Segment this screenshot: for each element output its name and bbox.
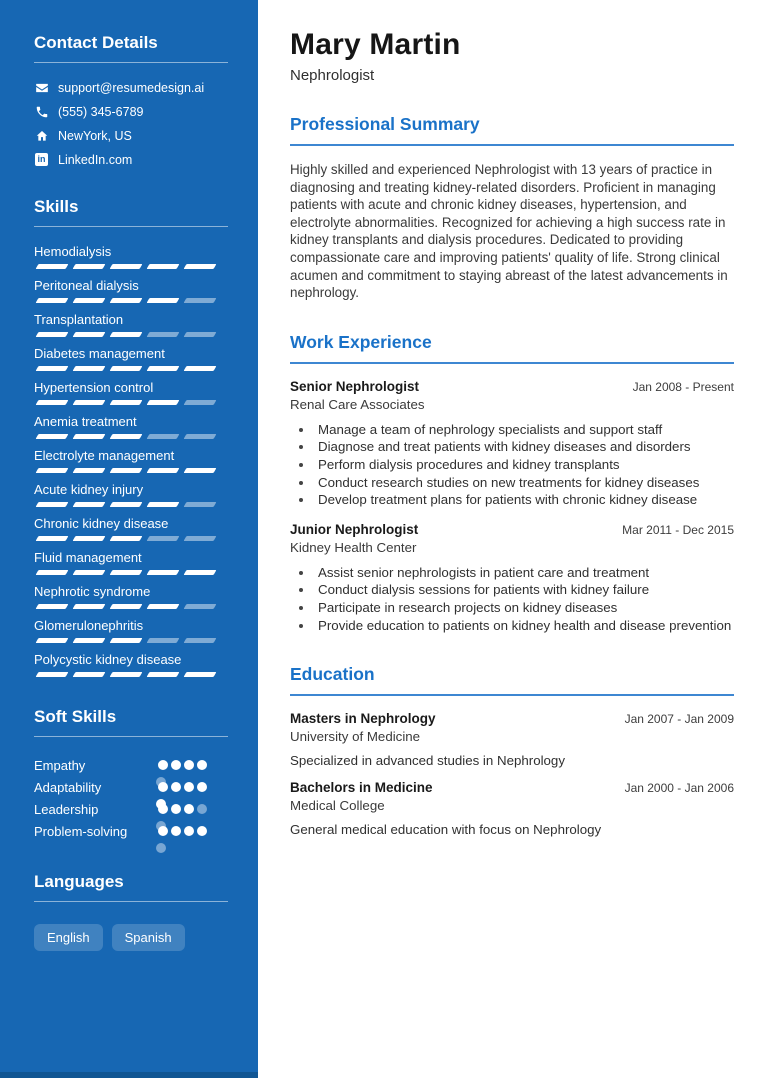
soft-skills-section: [34, 707, 228, 842]
contact-heading: Contact Details: [34, 33, 228, 63]
language-chip: Spanish: [112, 924, 185, 951]
skill-item: [34, 278, 228, 303]
skill-bar-segment: [110, 298, 143, 303]
degrees-list: [290, 711, 734, 837]
skill-bar-segment: [36, 502, 69, 507]
skill-item: [34, 312, 228, 337]
skill-bar-segment: [184, 604, 217, 609]
job-bullet: • Conduct dialysis sessions for patients with kidney failure: [314, 581, 734, 599]
job-entry: [290, 379, 734, 509]
contact-item[interactable]: [34, 104, 228, 119]
skill-bar-segment: [184, 434, 217, 439]
skill-bar-segment: [184, 570, 217, 575]
skill-bar-segment: [147, 672, 180, 677]
skill-bar-segment: [147, 570, 180, 575]
skill-bar-segment: [147, 434, 180, 439]
soft-skill-item: [34, 776, 228, 798]
rating-dot: [197, 826, 207, 836]
skill-bar-segment: [147, 536, 180, 541]
skill-bar-segment: [73, 502, 106, 507]
skill-bar-segment: [184, 536, 217, 541]
skill-bar-segment: [110, 502, 143, 507]
skill-label: Electrolyte management: [34, 448, 175, 463]
skill-bar-segment: [184, 638, 217, 643]
skill-bar-segment: [184, 366, 217, 371]
degree-description: General medical education with focus on Nephrology: [290, 822, 602, 838]
experience-heading: Work Experience: [290, 332, 734, 364]
skill-label: Fluid management: [34, 550, 142, 565]
sidebar: [0, 0, 258, 1078]
skill-bar-segment: [36, 672, 69, 677]
skill-bar: [34, 604, 228, 609]
summary-heading: Professional Summary: [290, 114, 734, 146]
skill-bar-segment: [36, 264, 69, 269]
summary-text: Highly skilled and experienced Nephrologist with 13 years of practice in diagnosing and treating kidney-related disorders. Proficient in managing patients with acute and chronic kidney diseases, hypertension, and electrolyte abnormalities. Recognized for achieving a high success rate in kidney transplants and dialysis procedures. Dedicated to providing compassionate care and improving patients' quality of life. Strong clinical acumen and commitment to staying abreast of the latest advancements in nephrology.: [290, 162, 728, 301]
home-icon: [34, 128, 49, 143]
skill-bar-segment: [147, 264, 180, 269]
jobs-list: [290, 379, 734, 634]
job-company: Kidney Health Center: [290, 539, 417, 555]
languages-list: [34, 924, 228, 951]
skill-bar-segment: [36, 298, 69, 303]
skill-bar-segment: [147, 298, 180, 303]
skill-item: [34, 618, 228, 643]
skill-label: Polycystic kidney disease: [34, 652, 182, 667]
rating-dot: [158, 804, 168, 814]
skill-bar-segment: [36, 638, 69, 643]
degree-dates: Jan 2000 - Jan 2006: [624, 781, 734, 796]
skill-bar-segment: [110, 638, 143, 643]
rating-dot: [171, 760, 181, 770]
skill-label: Diabetes management: [34, 346, 165, 361]
job-entry-header: [290, 522, 734, 537]
job-entry-header: [290, 379, 734, 394]
contact-text: LinkedIn.com: [58, 152, 133, 167]
phone-icon: [34, 104, 49, 119]
soft-skills-heading: Soft Skills: [34, 707, 228, 737]
skill-item: [34, 516, 228, 541]
rating-dot: [158, 782, 168, 792]
degree-description: Specialized in advanced studies in Nephrology: [290, 753, 565, 769]
skill-bar-segment: [110, 400, 143, 405]
skill-bar-segment: [147, 502, 180, 507]
skills-section: [34, 197, 228, 677]
degree-entry-header: [290, 711, 734, 726]
skill-bar: [34, 468, 228, 473]
skill-bar-segment: [147, 400, 180, 405]
skill-bar-segment: [36, 400, 69, 405]
skill-bar-segment: [36, 604, 69, 609]
skills-list: [34, 244, 228, 677]
soft-skill-label: Problem-solving: [34, 823, 128, 839]
skill-bar: [34, 366, 228, 371]
job-bullets: [290, 421, 734, 509]
skill-bar-segment: [110, 468, 143, 473]
contact-item[interactable]: [34, 152, 228, 167]
skill-label: Hemodialysis: [34, 244, 112, 259]
skill-item: [34, 414, 228, 439]
skill-bar-segment: [184, 468, 217, 473]
job-bullet: • Diagnose and treat patients with kidney diseases and disorders: [314, 438, 734, 456]
skill-label: Acute kidney injury: [34, 482, 144, 497]
skill-label: Transplantation: [34, 312, 124, 327]
rating-dot: [184, 826, 194, 836]
skill-item: [34, 448, 228, 473]
skill-bar-segment: [73, 332, 106, 337]
job-entry: [290, 522, 734, 634]
contact-text: (555) 345-6789: [58, 104, 144, 119]
job-bullet: • Conduct research studies on new treatments for kidney diseases: [314, 474, 734, 492]
skill-bar-segment: [73, 638, 106, 643]
skill-label: Chronic kidney disease: [34, 516, 169, 531]
job-bullet: • Participate in research projects on kidney diseases: [314, 599, 734, 617]
degree-entry: [290, 780, 734, 837]
contact-section: [34, 33, 228, 167]
skill-bar-segment: [36, 366, 69, 371]
skill-item: [34, 584, 228, 609]
skill-bar-segment: [110, 570, 143, 575]
skill-bar-segment: [36, 536, 69, 541]
linkedin-icon: in: [34, 152, 49, 167]
skill-bar-segment: [73, 434, 106, 439]
skill-bar-segment: [36, 570, 69, 575]
rating-dot: [171, 826, 181, 836]
skill-label: Glomerulonephritis: [34, 618, 144, 633]
skill-bar-segment: [147, 638, 180, 643]
degree-title: Masters in Nephrology: [290, 711, 436, 727]
skill-bar-segment: [147, 604, 180, 609]
rating-dot: [197, 804, 207, 814]
soft-skill-label: Empathy: [34, 757, 86, 773]
languages-heading: Languages: [34, 872, 228, 902]
job-bullet: • Provide education to patients on kidney health and disease prevention: [314, 617, 734, 635]
skill-item: [34, 550, 228, 575]
job-bullet: • Develop treatment plans for patients with chronic kidney disease: [314, 491, 734, 509]
main-content: [258, 0, 768, 1078]
soft-skill-label: Leadership: [34, 801, 99, 817]
skill-bar-segment: [110, 536, 143, 541]
education-section: [290, 664, 734, 837]
skill-bar: [34, 400, 228, 405]
job-title: Junior Nephrologist: [290, 521, 419, 537]
soft-skill-item: [34, 820, 228, 842]
contact-list: [34, 80, 228, 167]
rating-dots: [158, 826, 210, 836]
job-bullets: [290, 564, 734, 634]
soft-skill-label: Adaptability: [34, 779, 102, 795]
skill-bar-segment: [184, 400, 217, 405]
rating-dot: [184, 760, 194, 770]
skill-item: [34, 346, 228, 371]
skill-item: [34, 244, 228, 269]
skill-bar-segment: [73, 536, 106, 541]
job-bullet: • Perform dialysis procedures and kidney transplants: [314, 456, 734, 474]
contact-text: NewYork, US: [58, 128, 132, 143]
email-icon: [34, 80, 49, 95]
skill-bar-segment: [36, 434, 69, 439]
skill-bar: [34, 570, 228, 575]
rating-dots: [158, 782, 210, 792]
skill-label: Nephrotic syndrome: [34, 584, 151, 599]
skill-bar: [34, 298, 228, 303]
person-job-title: Nephrologist: [290, 67, 375, 84]
skill-item: [34, 380, 228, 405]
rating-dot: [197, 782, 207, 792]
languages-section: [34, 872, 228, 951]
skill-bar-segment: [36, 332, 69, 337]
skill-label: Anemia treatment: [34, 414, 137, 429]
skill-bar-segment: [73, 298, 106, 303]
contact-text: support@resumedesign.ai: [58, 80, 205, 95]
skill-bar-segment: [147, 468, 180, 473]
skill-bar-segment: [110, 434, 143, 439]
skill-bar-segment: [110, 264, 143, 269]
skill-item: [34, 652, 228, 677]
skill-item: [34, 482, 228, 507]
skill-bar-segment: [110, 672, 143, 677]
degree-school: Medical College: [290, 798, 385, 814]
skill-bar-segment: [184, 298, 217, 303]
rating-dot: [158, 826, 168, 836]
degree-dates: Jan 2007 - Jan 2009: [624, 712, 734, 727]
skill-bar-segment: [110, 604, 143, 609]
skill-bar-segment: [73, 400, 106, 405]
skill-label: Hypertension control: [34, 380, 154, 395]
degree-entry-header: [290, 780, 734, 795]
skill-bar-segment: [73, 468, 106, 473]
skill-bar-segment: [73, 570, 106, 575]
degree-title: Bachelors in Medicine: [290, 780, 433, 796]
skill-bar-segment: [73, 264, 106, 269]
person-name: Mary Martin: [290, 28, 461, 61]
skill-bar-segment: [184, 332, 217, 337]
skill-bar-segment: [110, 366, 143, 371]
skill-bar: [34, 638, 228, 643]
skill-bar-segment: [184, 502, 217, 507]
education-heading: Education: [290, 664, 734, 696]
skill-bar-segment: [184, 264, 217, 269]
skill-bar: [34, 264, 228, 269]
rating-dot: [184, 782, 194, 792]
rating-dot: [197, 760, 207, 770]
job-bullet: • Assist senior nephrologists in patient care and treatment: [314, 564, 734, 582]
job-company: Renal Care Associates: [290, 396, 425, 412]
skill-bar-segment: [73, 672, 106, 677]
skill-label: Peritoneal dialysis: [34, 278, 139, 293]
job-title: Senior Nephrologist: [290, 378, 420, 394]
contact-item[interactable]: [34, 80, 228, 95]
skill-bar-segment: [110, 332, 143, 337]
skill-bar: [34, 672, 228, 677]
skill-bar-segment: [147, 366, 180, 371]
skill-bar: [34, 434, 228, 439]
experience-section: [290, 332, 734, 634]
soft-skills-list: [34, 754, 228, 842]
skill-bar-segment: [36, 468, 69, 473]
rating-dot: [156, 843, 166, 853]
rating-dot: [171, 804, 181, 814]
rating-dots: [158, 760, 210, 770]
skill-bar-segment: [73, 604, 106, 609]
rating-dot: [184, 804, 194, 814]
soft-skill-item: [34, 754, 228, 776]
job-dates: Jan 2008 - Present: [632, 379, 734, 394]
sidebar-bottom-strip: [0, 1072, 258, 1078]
soft-skill-item: [34, 798, 228, 820]
degree-school: University of Medicine: [290, 729, 421, 745]
skill-bar: [34, 502, 228, 507]
language-chip: English: [34, 924, 103, 951]
skill-bar: [34, 332, 228, 337]
job-bullet: • Manage a team of nephrology specialists and support staff: [314, 421, 734, 439]
skills-heading: Skills: [34, 197, 228, 227]
skill-bar-segment: [73, 366, 106, 371]
rating-dots: [158, 804, 210, 814]
skill-bar: [34, 536, 228, 541]
rating-dot: [158, 760, 168, 770]
job-dates: Mar 2011 - Dec 2015: [622, 522, 734, 537]
degree-entry: [290, 711, 734, 768]
summary-section: [290, 114, 734, 302]
skill-bar-segment: [184, 672, 217, 677]
contact-item: [34, 128, 228, 143]
skill-bar-segment: [147, 332, 180, 337]
rating-dot: [171, 782, 181, 792]
